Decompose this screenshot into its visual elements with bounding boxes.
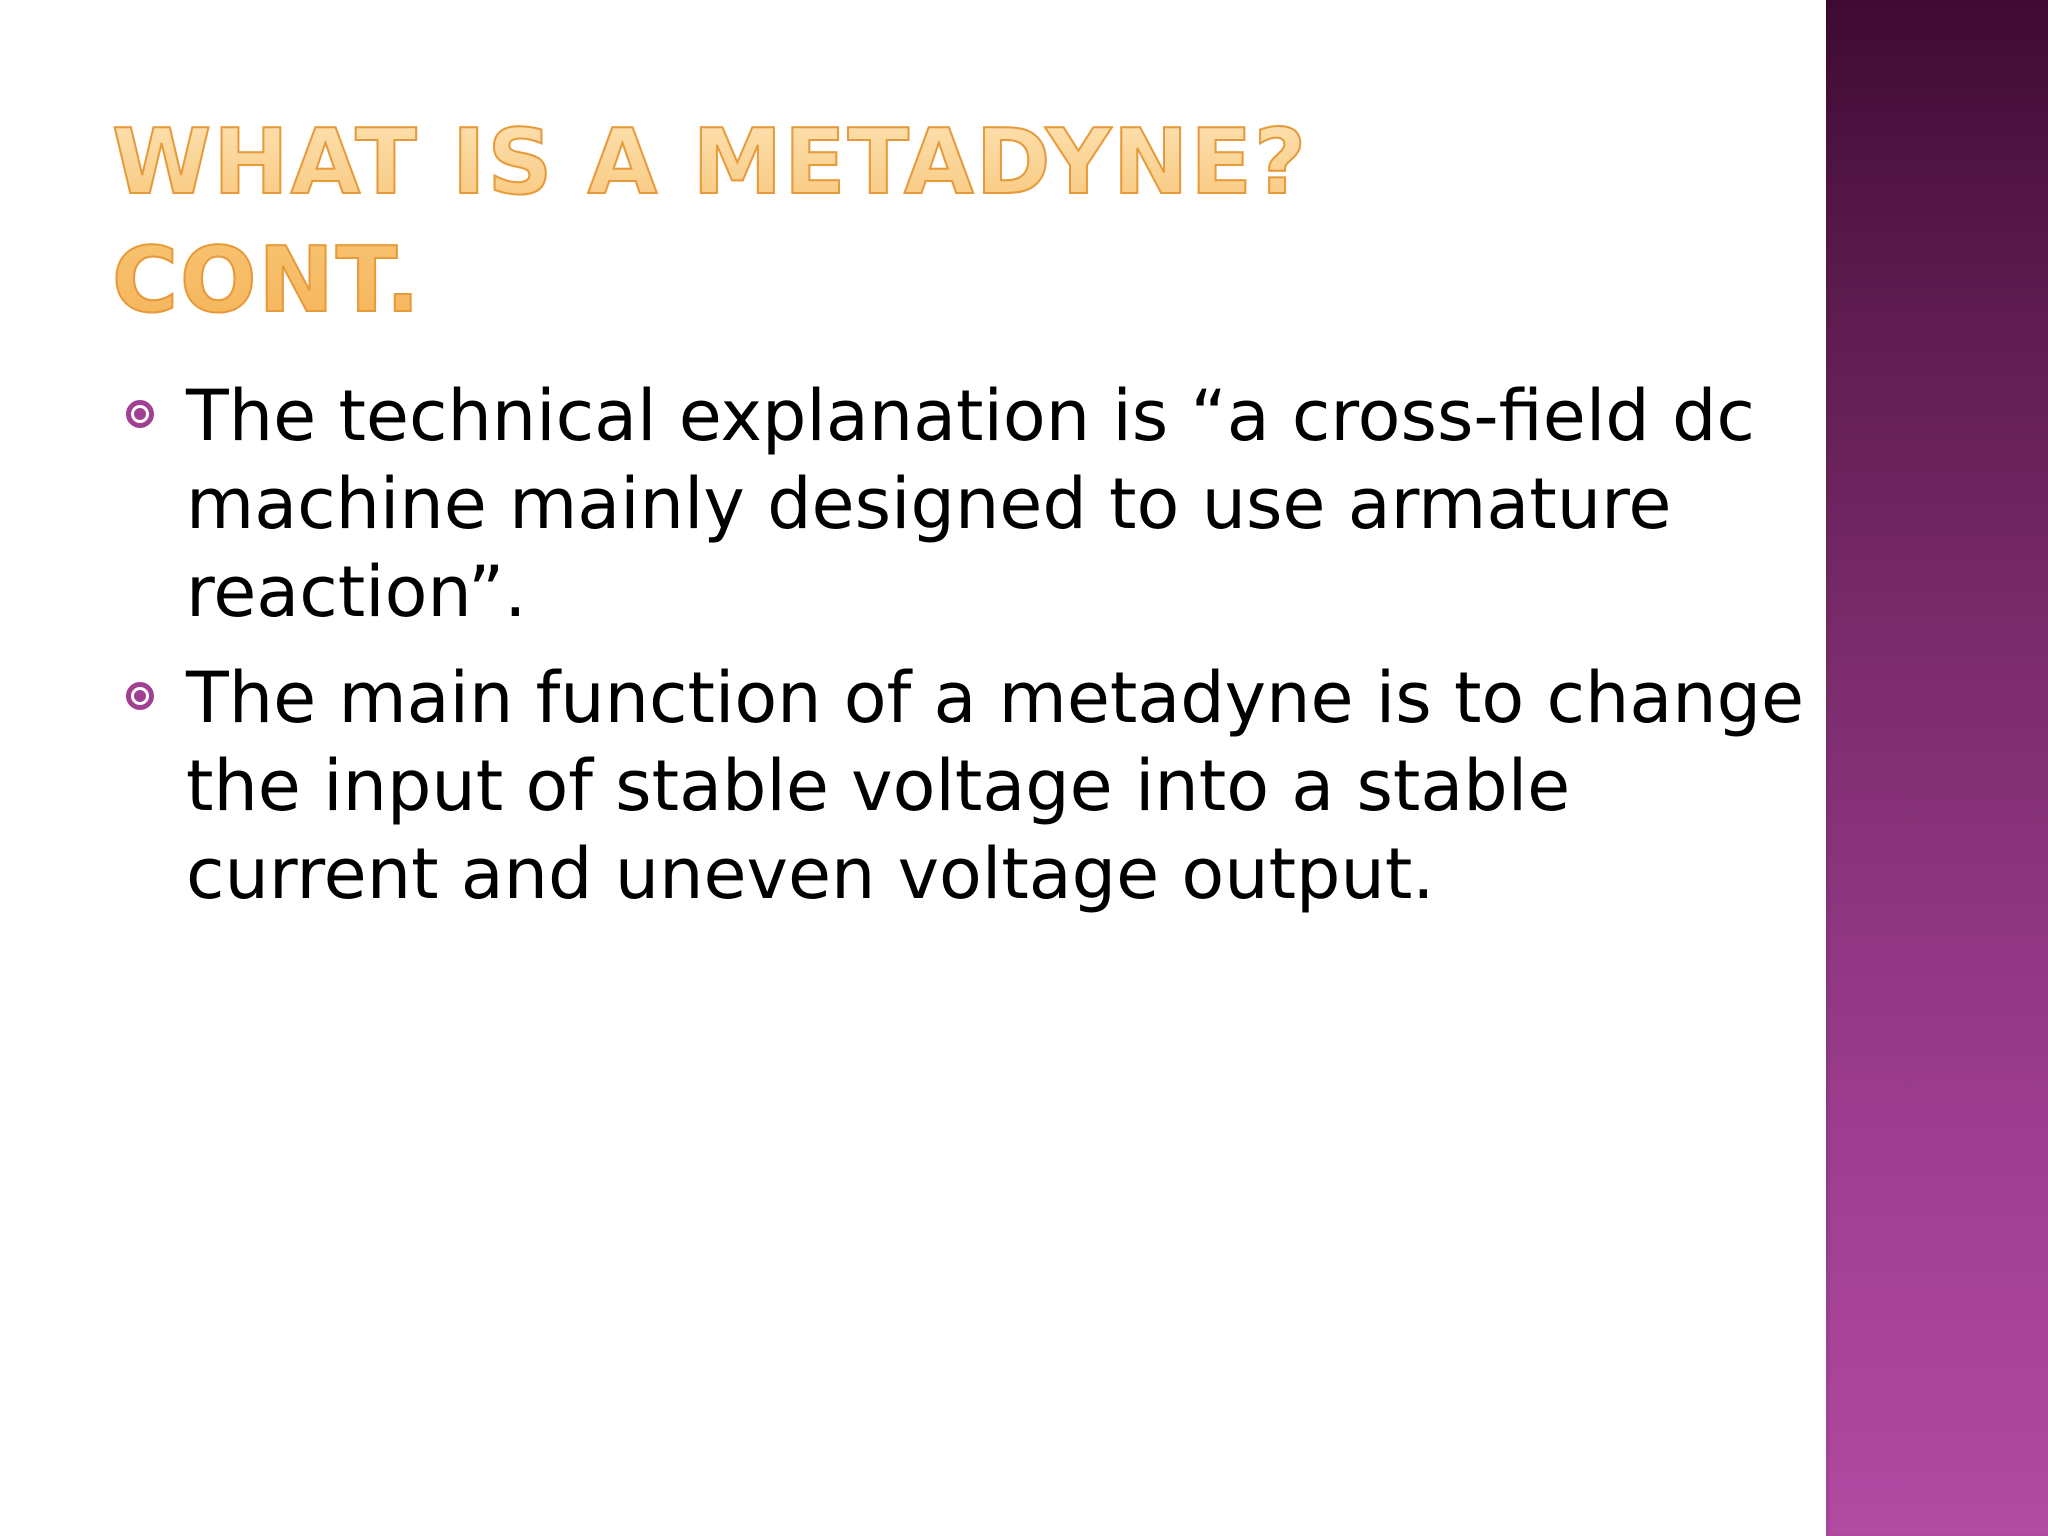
bullet-text-1: The technical explanation is “a cross-field dc machine mainly designed to use armature reaction”. xyxy=(186,375,1755,633)
decorative-side-bar xyxy=(1826,0,2048,1536)
target-bullet-icon xyxy=(126,682,154,710)
target-bullet-icon xyxy=(126,400,154,428)
slide-title-line-2: CONT. xyxy=(112,228,422,333)
slide-title xyxy=(112,104,1512,340)
bullet-item-1 xyxy=(126,372,1806,636)
bullet-list xyxy=(126,372,1806,936)
slide-title-line-1: WHAT IS A METADYNE? xyxy=(112,110,1309,215)
bullet-text-2: The main function of a metadyne is to change the input of stable voltage into a stable current and uneven voltage output. xyxy=(186,657,1805,915)
bullet-item-2 xyxy=(126,654,1806,918)
